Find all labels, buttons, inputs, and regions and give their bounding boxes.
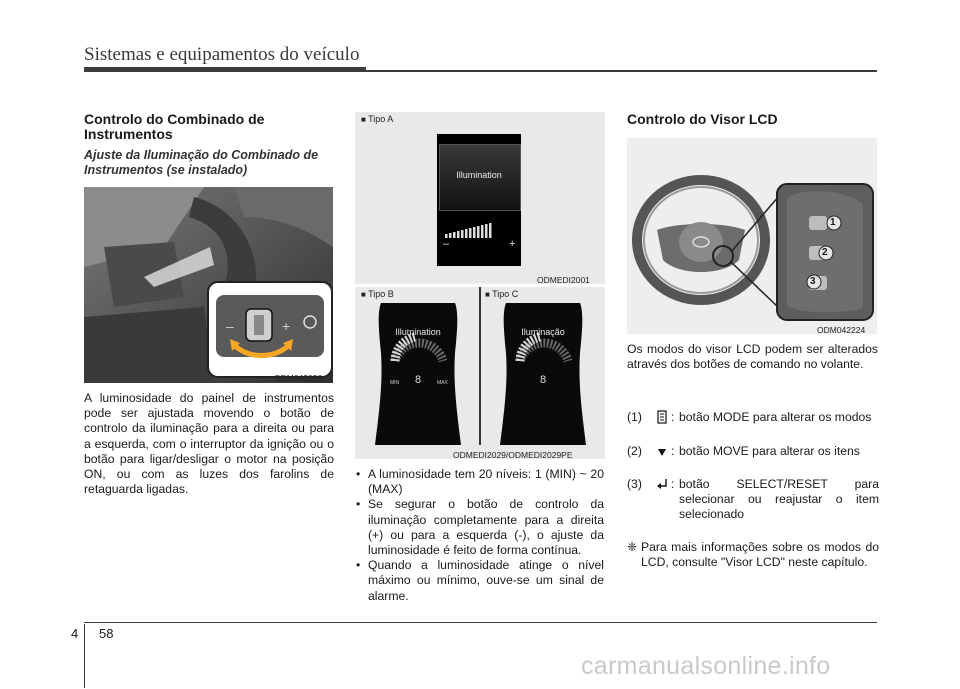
illumination-bullets: [356, 467, 604, 604]
note-symbol-icon: ❈: [627, 540, 638, 554]
chapter-number: 4: [71, 626, 79, 641]
screen-c-value: 8: [539, 374, 547, 386]
move-down-icon: [653, 444, 671, 462]
caption-type-bc: ODMEDI2029/ODMEDI2029PE: [453, 450, 573, 460]
list-item: • Quando a luminosidade atinge o nível máximo ou mínimo, ouve-se um sinal de alarme.: [356, 558, 604, 603]
button-row-select-reset: (3) : botão SELECT/RESET para selecionar ou reajustar o item selecionado: [627, 477, 879, 522]
screen-b-value: 8: [414, 374, 422, 386]
mode-icon: [653, 410, 671, 428]
footer-vertical-rule: [84, 624, 85, 688]
steering-wheel-figure: [627, 138, 877, 334]
paragraph-illumination: A luminosidade do painel de instrumentos pode ser ajustada movendo o botão de controlo da iluminação para a direita ou para a esquerda, com o interruptor da ignição ou o botão para ligar/desligar o motor na posição ON, ou com as luzes dos farolins de retaguarda ligadas.: [84, 391, 334, 497]
screen-c-title: Iluminação: [521, 327, 565, 337]
screen-type-a: [437, 134, 521, 266]
dashboard-illustration: [84, 187, 333, 383]
svg-text:+: +: [282, 318, 291, 334]
brightness-bars: [443, 218, 515, 240]
button-row-mode: (1) : botão MODE para alterar os modos: [627, 410, 879, 428]
list-item: • A luminosidade tem 20 níveis: 1 (MIN) ~ 20 (MAX): [356, 467, 604, 497]
callout-2: 2: [822, 247, 828, 258]
dashboard-photo: [84, 187, 333, 383]
note-lcd: ❈ Para mais informações sobre os modos do LCD, consulte "Visor LCD" neste capítulo.: [627, 540, 879, 570]
steering-wheel-illustration: [627, 138, 877, 334]
section-heading-instrument-control: Controlo do Combinado de Instrumentos: [84, 111, 265, 142]
caption-type-a: ODMEDI2001: [537, 275, 590, 285]
panel-divider: [479, 287, 481, 445]
subheading-illumination-adjust: Ajuste da Iluminação do Combinado de Instrumentos (se instalado): [84, 148, 319, 177]
page-number: 58: [99, 626, 114, 641]
svg-text:–: –: [226, 318, 234, 334]
screen-a-title: Illumination: [456, 170, 502, 180]
screen-b-title: Illumination: [395, 327, 441, 337]
paragraph-lcd: Os modos do visor LCD podem ser alterados através dos botões de comando no volante.: [627, 342, 878, 372]
panel-type-a: [355, 112, 605, 284]
screen-a-minus: –: [443, 238, 450, 250]
tag-type-b: ■ Tipo B: [361, 289, 394, 299]
image-caption-left: ODM042056: [274, 373, 323, 383]
tag-type-a: ■ Tipo A: [361, 114, 394, 124]
header-rule-thick: [84, 67, 366, 72]
footer-rule: [84, 622, 877, 623]
tag-type-c: ■ Tipo C: [485, 289, 519, 299]
screen-b-max: MAX: [437, 380, 448, 386]
callout-3: 3: [810, 276, 816, 287]
list-item: • Se segurar o botão de controlo da iluminação completamente para a direita (+) ou para a esquerda (-), o ajuste da luminosidade é feito de forma contínua.: [356, 497, 604, 558]
running-header: Sistemas e equipamentos do veículo: [84, 44, 360, 65]
screen-b-min: MIN: [390, 380, 400, 386]
header-rule-thin: [366, 70, 877, 72]
select-reset-icon: [653, 477, 671, 523]
panel-type-bc: [355, 287, 605, 459]
callout-1: 1: [830, 217, 836, 228]
screen-a-plus: +: [509, 238, 516, 250]
image-caption-right: ODM042224: [817, 325, 866, 335]
watermark: carmanualsonline.info: [581, 652, 831, 680]
section-heading-lcd-control: Controlo do Visor LCD: [627, 111, 778, 127]
button-row-move: (2) : botão MOVE para alterar os itens: [627, 444, 879, 462]
